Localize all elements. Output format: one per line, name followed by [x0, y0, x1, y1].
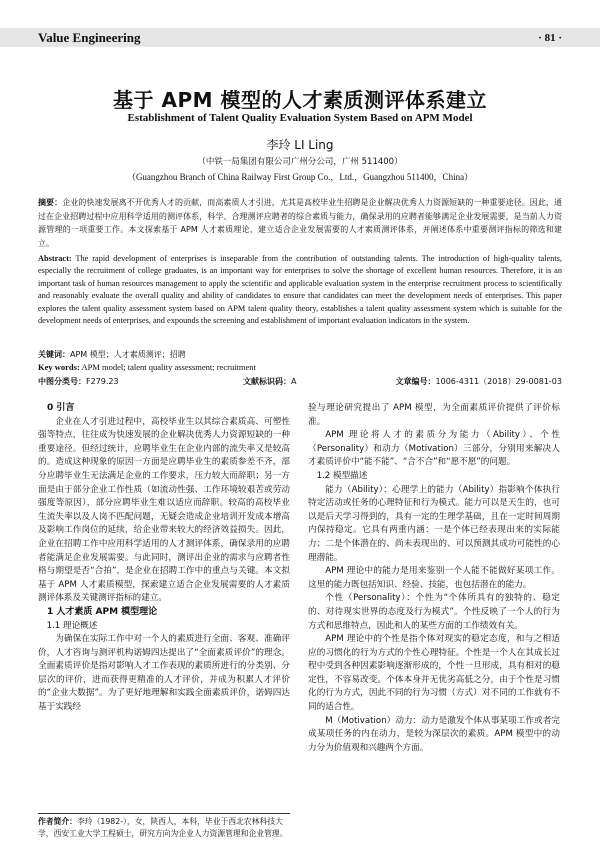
- body-paragraph: 为确保在实际工作中对一个人的素质进行全面、客观、准确评价，人才咨询与测评机构诺姆四达提出了“全面素质评价”的理念。全面素质评价是指对影响人才工作表现的素质所进行的分类别、分层次的评价，进而获得更精准的人才评价，并成为积累人才评价的“企业大数据”。为了更好地理解和实践全面素质评价，诺姆四达基于实践经: [38, 634, 290, 713]
- clc-label: 中图分类号：: [38, 377, 86, 386]
- abstract-en-label: Abstract:: [38, 254, 72, 263]
- keywords-english: [38, 362, 256, 372]
- title-chinese: 基于 APM 模型的人才素质测评体系建立: [113, 88, 487, 112]
- subsection-1-1-heading: 1.1 理论概述: [46, 620, 98, 631]
- abstract-cn-label: 摘要：: [38, 198, 63, 207]
- abstract-cn-text: 企业的快速发展离不开优秀人才的贡献，而高素质人才引进，尤其是高校毕业生招聘是企业解决优秀人力资源短缺的一种重要途径。因此，通过在企业招聘过程中应用科学适用的测评体系，科学、合理测评应聘者的综合素质与能力，确保录用的应聘者能够满足企业发展需要，是当前人力资源管理的一项重要工作。本文探索基于 APM 人才素质理论，建立适合企业发展需要的人才素质测评体系，并阐述体系中重要测评指标的筛选和建立。: [38, 198, 562, 248]
- body-paragraph: M（Motivation）动力：动力是激发个体从事某项工作或者完成某项任务的内在动力，是较为深层次的素质。APM 模型中的动力分为价值观和兴趣两个方面。: [308, 715, 560, 753]
- body-paragraph: 企业在人才引进过程中，高校毕业生以其综合素质高、可塑性强等特点，往往成为快速发展的企业解决优秀人力资源短缺的一种重要途径。但经过统计，应聘毕业生在企业内部的流失率又是较高的。造成这种现象的原因一方面是应聘毕业生的素质参差不齐，部分应聘毕业生无法满足企业的工作要求，压力较大而辞职；另一方面是由于部分企业工作性质（如流动性强、工作环境较艰苦或劳动强度等原因），部分应聘毕业生难以适应而辞职。较高的高校毕业生流失率以及人岗不匹配问题，无疑会造成企业培训开发成本增高及影响工作岗位的延续，给企业带来较大的经济效益损失。因此，企业在招聘工作中应用科学适用的人才测评体系，确保录用的应聘者能满足企业发展需要。与此同时，测评出企业的需求与应聘者性格与期望是否“合拍”，是企业在招聘工作中的重点与关键。本文拟基于 APM 人才素质模型，探索建立适合企业发展需要的人才素质测评体系及关键测评指标的建立。: [38, 416, 290, 604]
- body-paragraph: APM 理论中的能力是用来鉴别一个人能不能做好某项工作。这里的能力既包括知识、经验、技能，也包括潜在的能力。: [308, 566, 560, 590]
- doc-label: 文献标识码：: [243, 377, 291, 386]
- affiliation-chinese: （中铁一局集团有限公司广州分公司，广州 511400）: [197, 157, 403, 167]
- body-paragraph: APM 理论将人才的素质分为能力（Ability）、个性（Personality）和动力（Motivation）三部分，分别用来解决人才素质评价中“能不能”、“合不合”和“愿不愿”的问题。: [308, 430, 560, 468]
- classification-row: [38, 376, 562, 388]
- abstract-en-text: The rapid development of enterprises is inseparable from the contribution of outstanding talents. The introduction of high-quality talents, especially the recruitment of college graduates, is an important way for enterprises to solve the shortage of excellent human resources. Therefore, it is an important task of human resources management to apply the scientific and applicable evaluation system in the enterprise recruitment process to scientifically and reasonably evaluate the overall quality and ability of candidates to ensure that candidates can meet the development needs of enterprises. This paper explores the talent quality assessment system based on APM talent quality theory, establishes a talent quality assessment system which is suitable for the development needs of enterprises, and expounds the screening and establishment of important evaluation indicators in the system.: [38, 254, 562, 326]
- keywords-cn-label: 关键词：: [38, 350, 70, 359]
- author-footnote: [38, 816, 290, 840]
- subsection-1-2-heading: 1.2 模型描述: [316, 470, 368, 481]
- page-number: · 81 ·: [538, 31, 562, 44]
- body-paragraph: 个性（Personality）：个性为“个体所具有的独特的、稳定的、对待现实世界的态度及行为模式”。个性反映了一个人的行为方式和思维特点，因此和人的某些方面的工作绩效有关。: [308, 593, 560, 631]
- footnote-label: 作者简介：: [38, 817, 77, 826]
- title-english: Establishment of Talent Quality Evaluation System Based on APM Model: [127, 112, 473, 124]
- article-value: 1006-4311（2018）29-0081-03: [435, 377, 562, 386]
- clc-value: F279.23: [86, 377, 119, 386]
- abstract-english: [38, 253, 562, 327]
- article-label: 文章编号：: [395, 377, 436, 386]
- abstract-chinese: [38, 196, 562, 250]
- body-paragraph: 验与理论研究提出了 APM 模型，为全面素质评价提供了评价标准。: [308, 403, 560, 427]
- doc-value: A: [291, 377, 297, 386]
- keywords-chinese: [38, 349, 186, 360]
- keywords-en-text: APM model; talent quality assessment; recruitment: [81, 362, 256, 372]
- author-name: 李玲 LI Ling: [266, 138, 334, 152]
- running-header: [0, 28, 600, 47]
- keywords-en-label: Key words:: [38, 362, 80, 372]
- section-0-heading: 0 引言: [47, 403, 75, 413]
- footnote-divider: [38, 813, 290, 814]
- keywords-cn-text: APM 模型；人才素质测评；招聘: [70, 350, 186, 359]
- body-paragraph: APM 理论中的个性是指个体对现实的稳定态度，和与之相适应的习惯化的行为方式的个性心理特征。个性是一个人在其成长过程中受到各种因素影响逐渐形成的，个性一旦形成，具有相对的稳定性，不容易改变。个体本身并无优劣高低之分，由于个性是习惯化的行为方式，因此不同的行为习惯（方式）对不同的工作就有不同的适合性。: [308, 634, 560, 713]
- body-paragraph: 能力（Ability）：心理学上的能力（Ability）指影响个体执行特定活动或任务的心理特征和行为模式。能力可以是天生的，也可以是后天学习得到的，具有一定的生理学基础，且在一定时间周期内保持稳定。它具有两重内涵：一是个体已经表现出来的实际能力；二是个体潜在的、尚未表现出的、可以预测其成功可能性的心理潜能。: [308, 484, 560, 563]
- affiliation-english: （Guangzhou Branch of China Railway First Group Co.，Ltd.，Guangzhou 511400，China）: [126, 172, 474, 182]
- body-column-left: [38, 402, 290, 715]
- journal-name: Value Engineering: [38, 29, 141, 45]
- footnote-text: 李玲（1982-），女，陕西人，本科，毕业于西北农林科技大学，西安工业大学工程硕士，研究方向为企业人力资源管理和企业管理。: [38, 817, 288, 838]
- article-number: [396, 376, 562, 387]
- body-column-right: [308, 402, 560, 755]
- clc-code: [38, 376, 119, 387]
- section-1-heading: 1 人才素质 APM 模型理论: [47, 606, 158, 617]
- document-code: [243, 376, 296, 387]
